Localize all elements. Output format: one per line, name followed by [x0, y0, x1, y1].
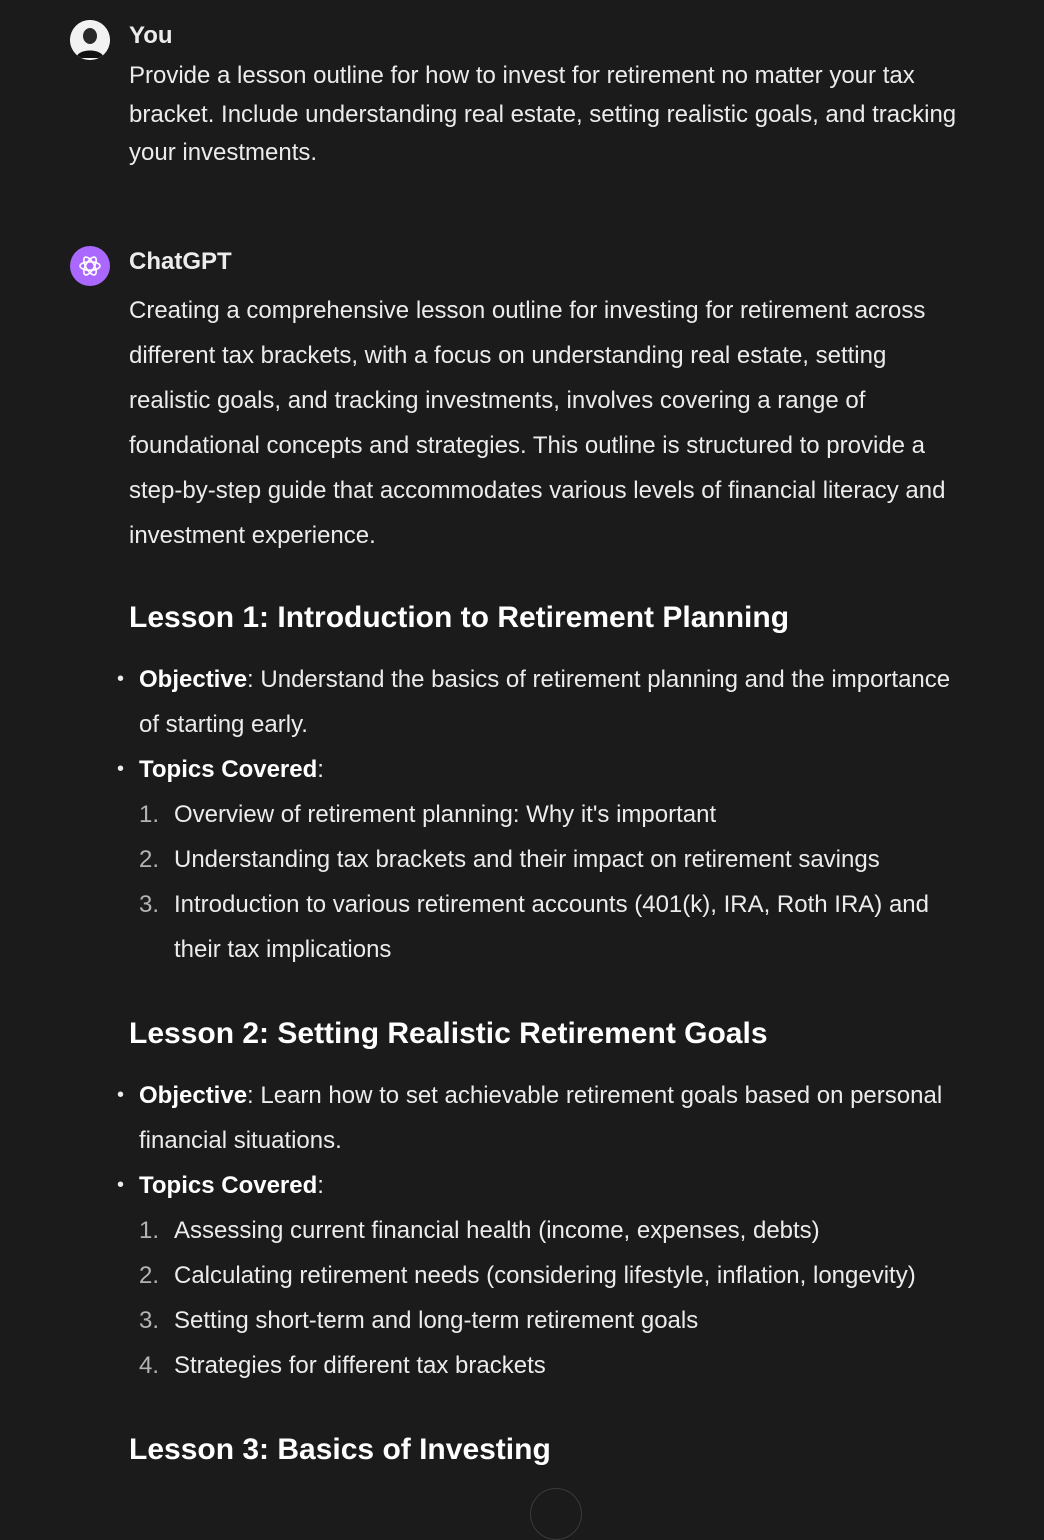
list-item	[139, 837, 959, 882]
topic-text: Overview of retirement planning: Why it's important	[174, 801, 717, 828]
topics-label: Topics Covered	[139, 756, 318, 783]
user-photo-icon	[70, 20, 110, 60]
lesson-2-topics-list	[139, 1208, 959, 1388]
list-number: 3.	[139, 891, 160, 918]
objective-label: Objective	[139, 666, 248, 693]
lesson-1-heading: Lesson 1: Introduction to Retirement Planning	[129, 601, 790, 634]
list-item	[139, 1253, 959, 1298]
list-item	[139, 792, 959, 837]
list-item	[139, 1298, 959, 1343]
bullet-icon: •	[117, 1174, 125, 1196]
lesson-1-topics-item	[117, 747, 959, 972]
topics-suffix: :	[317, 1172, 324, 1199]
topics-label: Topics Covered	[139, 1172, 318, 1199]
bullet-icon: •	[117, 758, 125, 780]
objective-text: : Understand the basics of retirement planning and the importance of starting early.	[139, 666, 951, 738]
topic-text: Introduction to various retirement accounts (401(k), IRA, Roth IRA) and their tax implications	[174, 891, 930, 963]
list-number: 3.	[139, 1307, 160, 1334]
topic-text: Calculating retirement needs (considering lifestyle, inflation, longevity)	[174, 1262, 916, 1289]
topic-text: Understanding tax brackets and their impact on retirement savings	[174, 846, 880, 873]
lesson-1-objective-item	[117, 657, 959, 747]
user-author-label: You	[129, 22, 173, 49]
list-item	[139, 882, 959, 972]
assistant-author-label: ChatGPT	[129, 248, 232, 275]
lesson-2-objective-item	[117, 1073, 959, 1163]
user-message-text: Provide a lesson outline for how to invest for retirement no matter your tax bracket. Include understanding real estate, setting realistic goals, and tracking your investments.	[129, 62, 957, 166]
lesson-2-bullets	[117, 1073, 959, 1388]
scroll-to-bottom-button[interactable]	[530, 1488, 582, 1540]
chatgpt-avatar	[70, 246, 110, 286]
bullet-icon: •	[117, 1084, 125, 1106]
topic-text: Assessing current financial health (income, expenses, debts)	[174, 1217, 820, 1244]
user-avatar	[70, 20, 110, 60]
lesson-1-topics-list	[139, 792, 959, 972]
topic-text: Strategies for different tax brackets	[174, 1352, 546, 1379]
assistant-message-content	[117, 288, 959, 1470]
list-number: 2.	[139, 1262, 160, 1289]
openai-logo-icon	[77, 253, 103, 279]
lesson-2-heading: Lesson 2: Setting Realistic Retirement Goals	[129, 1017, 768, 1050]
list-number: 2.	[139, 846, 160, 873]
objective-text: : Learn how to set achievable retirement goals based on personal financial situations.	[139, 1082, 943, 1154]
intro-paragraph: Creating a comprehensive lesson outline for investing for retirement across different tax brackets, with a focus on understanding real estate, setting realistic goals, and tracking investments, involves covering a range of foundational concepts and strategies. This outline is structured to provide a step-by-step guide that accommodates various levels of financial literacy and investment experience.	[129, 297, 946, 549]
list-number: 4.	[139, 1352, 160, 1379]
lesson-1-bullets	[117, 657, 959, 972]
bullet-icon: •	[117, 668, 125, 690]
topic-text: Setting short-term and long-term retirement goals	[174, 1307, 699, 1334]
list-number: 1.	[139, 1217, 160, 1244]
list-number: 1.	[139, 801, 160, 828]
lesson-2-topics-item	[117, 1163, 959, 1388]
lesson-3-heading: Lesson 3: Basics of Investing	[129, 1433, 551, 1466]
topics-suffix: :	[317, 756, 324, 783]
objective-label: Objective	[139, 1082, 248, 1109]
list-item	[139, 1343, 959, 1388]
list-item	[139, 1208, 959, 1253]
